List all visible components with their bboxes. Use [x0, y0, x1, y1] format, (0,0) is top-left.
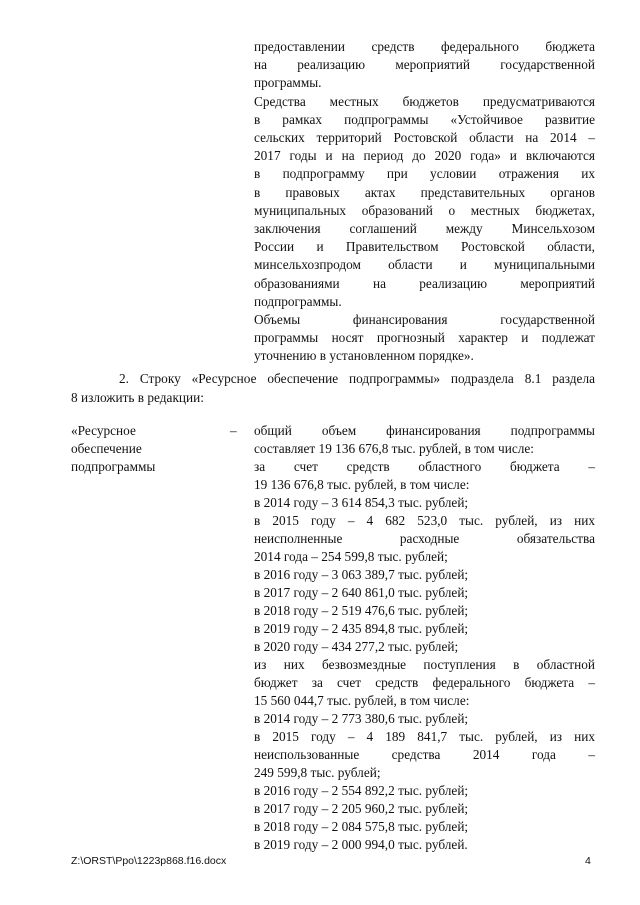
right-block-line: в 2019 году – 2 000 994,0 тыс. рублей. — [254, 837, 468, 852]
right-block-line: общий объем финансирования подпрограммы — [254, 423, 595, 438]
right-block-line: 19 136 676,8 тыс. рублей, в том числе: — [254, 477, 470, 492]
right-block-line: бюджет за счет средств федерального бюджета – — [254, 675, 595, 690]
right-block-line: в 2019 году – 2 435 894,8 тыс. рублей; — [254, 621, 469, 636]
right-block-line: неиспользованные средства 2014 года – — [254, 747, 595, 762]
top-block-line: России и Правительством Ростовской области, — [254, 239, 595, 255]
top-block-line: уточнению в установленном порядке». — [254, 348, 474, 364]
resource-label-dash: – — [230, 423, 237, 438]
top-block-line: программы носят прогнозный характер и подлежат — [254, 330, 595, 346]
footer-file-path: Z:\ORST\Ppo\1223p868.f16.docx — [71, 855, 227, 867]
top-block-line: в рамках подпрограммы «Устойчивое развитие — [254, 111, 595, 127]
top-block-line: в правовых актах представительных органов — [254, 184, 595, 200]
top-block-line: сельских территорий Ростовской области на 2014 – — [254, 130, 595, 145]
top-block-line: образованиями на реализацию мероприятий — [254, 275, 595, 291]
right-block-line: в 2016 году – 3 063 389,7 тыс. рублей; — [254, 567, 469, 582]
right-block-line: 249 599,8 тыс. рублей; — [254, 765, 381, 780]
right-block-line: 2014 года – 254 599,8 тыс. рублей; — [254, 549, 448, 564]
top-block-line: подпрограммы. — [254, 293, 342, 309]
top-block-line: минсельхозпродом области и муниципальными — [254, 257, 595, 273]
resource-label-line2: обеспечение — [71, 441, 142, 456]
top-block-line: муниципальных образований о местных бюджетах, — [254, 202, 595, 218]
resource-label-line1: «Ресурсное — [71, 423, 136, 438]
right-block-line: в 2016 году – 2 554 892,2 тыс. рублей; — [254, 783, 469, 798]
right-block-line: за счет средств областного бюджета – — [254, 459, 595, 474]
right-block-line: 15 560 044,7 тыс. рублей, в том числе: — [254, 693, 470, 708]
right-block-line: в 2020 году – 434 277,2 тыс. рублей; — [254, 639, 459, 654]
resource-label-line3: подпрограммы — [71, 459, 156, 474]
right-block-line: в 2017 году – 2 205 960,2 тыс. рублей; — [254, 801, 469, 816]
right-block-line: в 2014 году – 2 773 380,6 тыс. рублей; — [254, 711, 469, 726]
top-block-line: предоставлении средств федерального бюджета — [254, 39, 595, 54]
top-block-line: Средства местных бюджетов предусматриваются — [254, 93, 595, 109]
right-block-line: составляет 19 136 676,8 тыс. рублей, в том числе: — [254, 441, 534, 456]
right-block-line: в 2014 году – 3 614 854,3 тыс. рублей; — [254, 495, 469, 510]
top-block-line: в подпрограмму при условии отражения их — [254, 166, 595, 182]
top-block-line: Объемы финансирования государственной — [254, 312, 595, 327]
top-block-line: заключения соглашений между Минсельхозом — [254, 221, 595, 236]
right-block-line: в 2017 году – 2 640 861,0 тыс. рублей; — [254, 585, 469, 600]
right-block-line: в 2018 году – 2 519 476,6 тыс. рублей; — [254, 603, 469, 618]
right-block-line: в 2018 году – 2 084 575,8 тыс. рублей; — [254, 819, 469, 834]
top-block-line: на реализацию мероприятий государственной — [254, 57, 595, 73]
para-block-line: 2. Строку «Ресурсное обеспечение подпрограммы» подраздела 8.1 раздела — [119, 371, 595, 386]
top-block-line: 2017 годы и на период до 2020 года» и включаются — [254, 148, 595, 164]
right-block-line: в 2015 году – 4 189 841,7 тыс. рублей, из них — [254, 729, 595, 744]
para-block-line: 8 изложить в редакции: — [71, 389, 204, 405]
footer-page-number: 4 — [585, 855, 591, 867]
right-block-line: в 2015 году – 4 682 523,0 тыс. рублей, из них — [254, 513, 595, 528]
top-block-line: программы. — [254, 75, 322, 91]
right-block-line: из них безвозмездные поступления в областной — [254, 657, 595, 672]
right-block-line: неисполненные расходные обязательства — [254, 531, 595, 546]
